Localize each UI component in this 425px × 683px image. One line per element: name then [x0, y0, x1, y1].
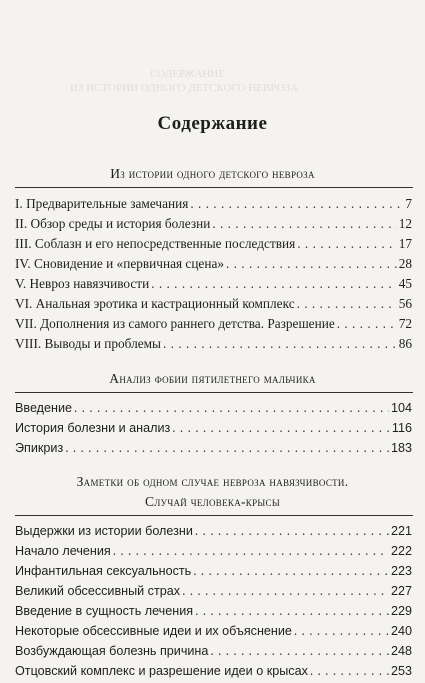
dot-leader — [193, 560, 389, 581]
section-heading-line-1: Заметки об одном случае невроза навязчивости. — [76, 474, 349, 489]
toc-entry-label: I. Предварительные замечания — [15, 196, 189, 211]
ghost-line: СОДЕРЖАНИЕ — [150, 68, 226, 80]
toc-entry-page: 12 — [398, 216, 412, 231]
toc-entry[interactable] — [15, 417, 412, 438]
toc-entry-label: Введение в сущность лечения — [15, 604, 194, 618]
toc-entry-label: II. Обзор среды и история болезни — [15, 216, 211, 231]
toc-entry-page: 253 — [390, 664, 412, 678]
dot-leader — [195, 600, 389, 621]
toc-entry-label: VI. Анальная эротика и кастрационный комплекс — [15, 296, 295, 311]
toc-entry-page: 7 — [405, 196, 412, 211]
dot-leader — [172, 417, 390, 438]
toc-entry-label: Великий обсессивный страх — [15, 584, 181, 598]
toc-entry[interactable] — [15, 313, 412, 334]
toc-entry-page: 248 — [390, 644, 412, 658]
toc-entry[interactable] — [15, 233, 412, 254]
section-heading: Из истории одного детского невроза — [110, 166, 315, 181]
toc-entry[interactable] — [15, 580, 412, 601]
toc-entry-page: 222 — [390, 544, 412, 558]
dot-leader — [226, 253, 397, 274]
ghost-line: ИЗ ИСТОРИИ ОДНОГО ДЕТСКОГО НЕВРОЗА — [70, 82, 299, 94]
toc-entry-label: История болезни и анализ — [15, 421, 171, 435]
dot-leader — [190, 193, 403, 214]
toc-entry[interactable] — [15, 540, 412, 561]
dot-leader — [297, 233, 396, 254]
toc-entry[interactable] — [15, 293, 412, 314]
section-heading-line-2: Случай человека-крысы — [144, 494, 281, 509]
dot-leader — [195, 520, 389, 541]
dot-leader — [113, 540, 389, 561]
section-divider — [15, 187, 413, 188]
toc-entry-label: VII. Дополнения из самого раннего детства. Разрешение — [15, 316, 335, 331]
section-divider — [15, 515, 413, 516]
dot-leader — [65, 437, 389, 458]
dot-leader — [151, 273, 396, 294]
toc-entry-page: 72 — [398, 316, 412, 331]
toc-entry-page: 45 — [398, 276, 412, 291]
toc-entry-label: Эпикриз — [15, 441, 64, 455]
toc-entry-page: 240 — [390, 624, 412, 638]
toc-entry-label: Некоторые обсессивные идеи и их объяснение — [15, 624, 292, 638]
page-title: Содержание — [157, 113, 268, 134]
toc-entry-page: 28 — [398, 256, 412, 271]
toc-entry-label: Инфантильная сексуальность — [15, 564, 192, 578]
toc-entry-label: VIII. Выводы и проблемы — [15, 336, 161, 351]
toc-entry-page: 227 — [390, 584, 412, 598]
toc-entry-page: 116 — [391, 421, 412, 435]
section-heading: Анализ фобии пятилетнего мальчика — [109, 371, 316, 386]
toc-entry[interactable] — [15, 437, 412, 458]
dot-leader — [297, 293, 397, 314]
toc-entry-label: V. Невроз навязчивости — [15, 276, 150, 291]
toc-entry-label: IV. Сновидение и «первичная сцена» — [15, 256, 224, 271]
toc-entry[interactable] — [15, 273, 412, 294]
dot-leader — [182, 580, 389, 601]
toc-entry-page: 104 — [390, 401, 412, 415]
dot-leader — [163, 333, 397, 354]
dot-leader — [337, 313, 397, 334]
toc-entry[interactable] — [15, 213, 412, 234]
toc-entry-page: 183 — [390, 441, 412, 455]
toc-entry-label: III. Соблазн и его непосредственные последствия — [15, 236, 296, 251]
toc-entry-label: Выдержки из истории болезни — [15, 524, 193, 538]
toc-entry-page: 86 — [398, 336, 412, 351]
toc-entry[interactable] — [15, 620, 412, 641]
toc-entry[interactable] — [15, 193, 412, 214]
toc-entry-page: 56 — [398, 296, 412, 311]
toc-entry[interactable] — [15, 640, 412, 661]
toc-entry-label: Начало лечения — [15, 544, 111, 558]
toc-entry-page: 223 — [390, 564, 412, 578]
section-divider — [15, 392, 413, 393]
dot-leader — [310, 660, 389, 681]
toc-entry[interactable] — [15, 600, 412, 621]
toc-entry-label: Введение — [15, 401, 73, 415]
toc-entry-page: 17 — [398, 236, 412, 251]
toc-entry-label: Отцовский комплекс и разрешение идеи о крысах — [15, 664, 308, 678]
toc-entry-label: Возбуждающая болезнь причина — [15, 644, 209, 658]
dot-leader — [212, 213, 396, 234]
dot-leader — [294, 620, 389, 641]
toc-entry[interactable] — [15, 560, 412, 581]
toc-entry-page: 221 — [390, 524, 412, 538]
dot-leader — [74, 397, 389, 418]
toc-entry[interactable] — [15, 253, 412, 274]
toc-entry[interactable] — [15, 520, 412, 541]
dot-leader — [210, 640, 389, 661]
toc-entry[interactable] — [15, 660, 412, 681]
toc-entry[interactable] — [15, 333, 412, 354]
toc-entry[interactable] — [15, 397, 412, 418]
toc-entry-page: 229 — [390, 604, 412, 618]
